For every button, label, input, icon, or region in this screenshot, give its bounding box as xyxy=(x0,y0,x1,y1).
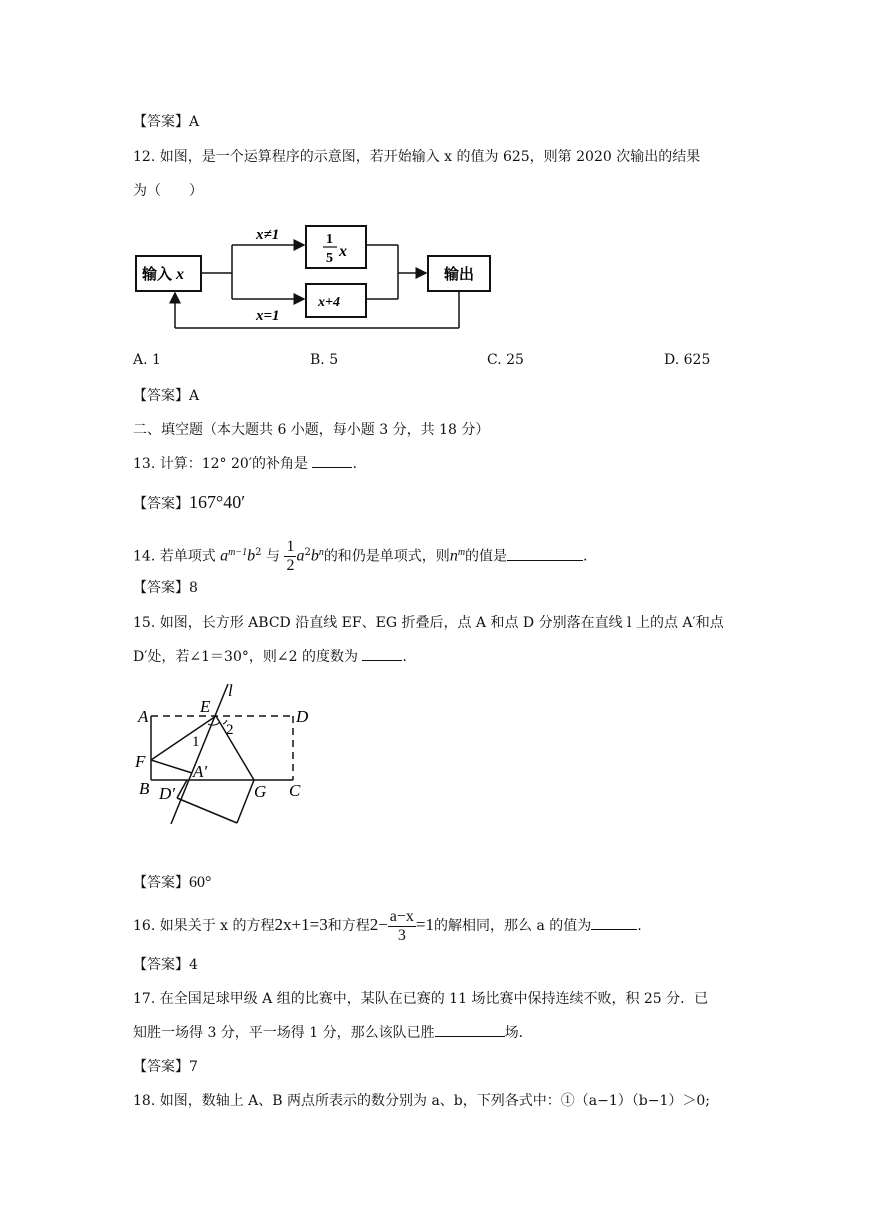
fraction-a-minus-x: $\frac{a-x}{3}$ xyxy=(389,907,414,944)
fraction-half: $\frac{1}{2}$ xyxy=(286,538,295,575)
answer-13 xyxy=(133,492,245,514)
question-15-line1: 15. 如图，长方形 ABCD 沿直线 EF、EG 折叠后，点 A 和点 D 分别落在直线 l 上的点 A′和点 xyxy=(133,615,724,631)
answer-14 xyxy=(133,578,198,598)
svg-text:D′: D′ xyxy=(159,784,175,803)
question-12-line1: 12. 如图，是一个运算程序的示意图，若开始输入 x 的值为 625，则第 2020 次输出的结果 xyxy=(133,149,701,165)
answer-16 xyxy=(133,955,198,975)
svg-text:E: E xyxy=(200,697,211,716)
input-box-var: x xyxy=(176,266,184,283)
svg-text:F: F xyxy=(135,752,146,771)
answer-label: 【答案】 xyxy=(133,114,189,130)
answer-15 xyxy=(133,873,211,893)
output-box-label: 输出 xyxy=(444,267,475,283)
option-c: C. 25 xyxy=(487,352,524,368)
answer-11 xyxy=(133,112,199,132)
option-a: A. 1 xyxy=(133,352,161,368)
option-b: B. 5 xyxy=(310,352,339,368)
svg-text:5: 5 xyxy=(326,251,333,266)
svg-text:D: D xyxy=(296,707,309,726)
answer-value: 167°40′ xyxy=(189,492,246,512)
answer-label: 【答案】 xyxy=(133,388,189,404)
answer-label: 【答案】 xyxy=(133,580,189,596)
svg-text:1: 1 xyxy=(326,232,333,247)
svg-text:C: C xyxy=(289,781,301,800)
answer-value: 7 xyxy=(189,1059,198,1075)
question-15-line2: D′处，若∠1＝30°，则∠2 的度数为 . xyxy=(133,649,407,665)
question-12-line2: 为（ ） xyxy=(133,183,203,199)
answer-value: A xyxy=(189,388,200,404)
question-13: 13. 计算：12° 20′的补角是 . xyxy=(133,456,357,472)
svg-text:2: 2 xyxy=(226,722,234,738)
answer-value: A xyxy=(189,114,200,130)
answer-value: 4 xyxy=(189,957,198,973)
answer-value: 8 xyxy=(189,580,198,596)
question-17-line1: 17. 在全国足球甲级 A 组的比赛中，某队在已赛的 11 场比赛中保持连续不败，积 25 分．已 xyxy=(133,991,709,1007)
answer-label: 【答案】 xyxy=(133,957,189,973)
input-box-label: 输入 xyxy=(142,267,173,283)
svg-text:B: B xyxy=(139,779,150,798)
condition-bottom: x=1 xyxy=(256,308,280,324)
svg-text:A′: A′ xyxy=(193,762,208,781)
answer-17 xyxy=(133,1057,198,1077)
question-18-line1: 18. 如图，数轴上 A、B 两点所表示的数分别为 a、b，下列各式中：①（a−1）（b−1）＞0; xyxy=(133,1093,710,1109)
answer-value: 60° xyxy=(189,874,212,891)
svg-text:x: x xyxy=(339,243,347,260)
question-14: 14. 若单项式 $a^{m-1}b^2$ 与 $\frac{1}{2}$ $a^2b^n$的和仍是单项式，则$n^m$的值是 . xyxy=(133,538,588,575)
flowchart xyxy=(128,218,498,336)
svg-text:l: l xyxy=(228,681,233,700)
option-d: D. 625 xyxy=(664,352,711,368)
answer-label: 【答案】 xyxy=(133,496,189,512)
answer-label: 【答案】 xyxy=(133,875,189,891)
section-heading: 二、填空题（本大题共 6 小题，每小题 3 分，共 18 分） xyxy=(133,422,490,438)
question-16: 16. 如果关于 x 的方程2x+1=3和方程2− $\frac{a-x}{3}$ =1的解相同，那么 a 的值为 . xyxy=(133,907,642,944)
svg-text:A: A xyxy=(138,707,149,726)
question-17-line2: 知胜一场得 3 分，平一场得 1 分，那么该队已胜 场． xyxy=(133,1025,533,1041)
svg-text:G: G xyxy=(254,782,267,801)
svg-text:1: 1 xyxy=(192,734,200,750)
answer-label: 【答案】 xyxy=(133,1059,189,1075)
condition-top: x≠1 xyxy=(256,227,280,243)
svg-text:x+4: x+4 xyxy=(318,295,340,310)
answer-12 xyxy=(133,386,199,406)
folded-rectangle-figure xyxy=(130,676,320,832)
